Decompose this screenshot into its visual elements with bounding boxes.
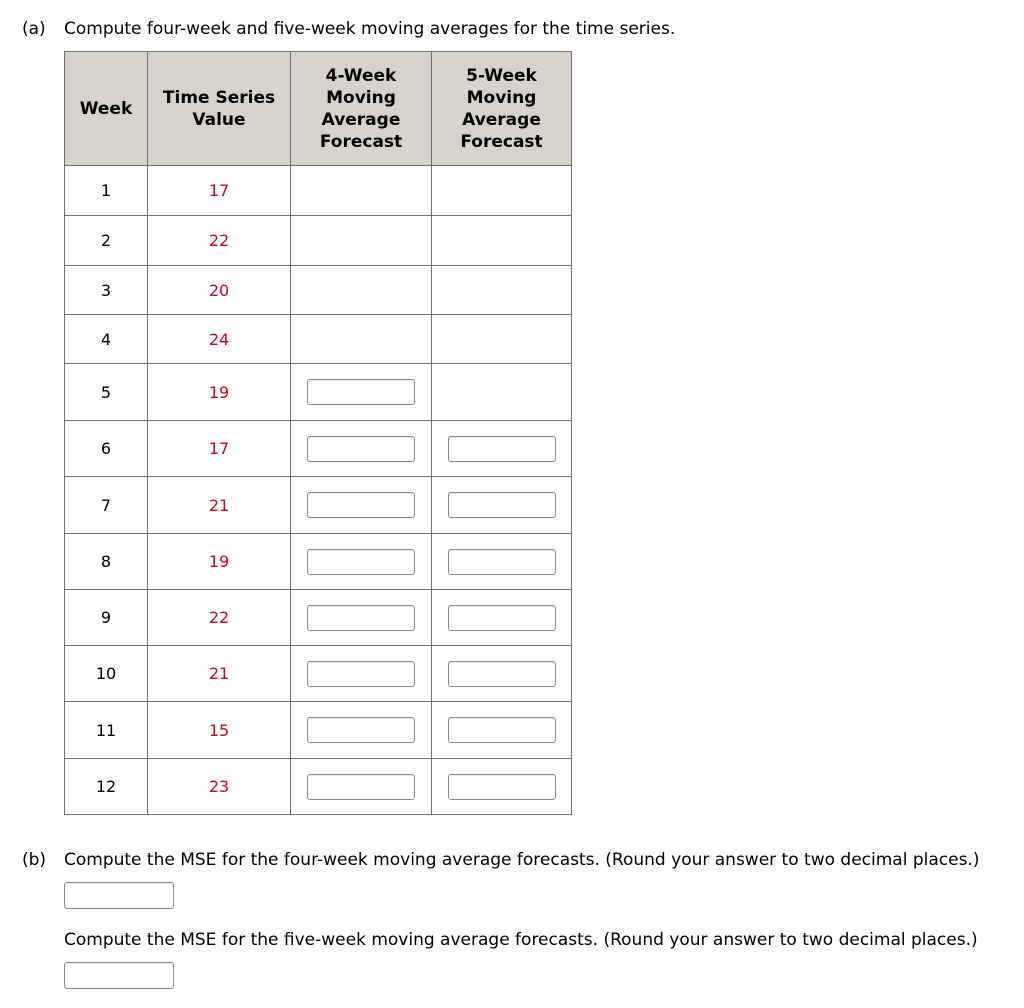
time-series-value-cell: 17 (148, 421, 291, 477)
table-row (65, 421, 572, 477)
five-week-forecast-input[interactable] (448, 661, 556, 687)
five-week-forecast-input[interactable] (448, 492, 556, 518)
time-series-value-cell: 24 (148, 315, 291, 364)
time-series-value-cell: 22 (148, 216, 291, 266)
week-cell: 5 (65, 364, 148, 421)
four-week-forecast-input[interactable] (307, 605, 415, 631)
table-row (65, 216, 572, 266)
week-cell: 11 (65, 702, 148, 759)
header-time-series-value: Time Series Value (148, 52, 291, 166)
five-week-forecast-cell (432, 315, 572, 364)
time-series-value-cell: 17 (148, 166, 291, 216)
table-row (65, 759, 572, 815)
five-week-forecast-cell (432, 477, 572, 534)
five-week-forecast-cell (432, 421, 572, 477)
four-week-forecast-cell (291, 216, 432, 266)
table-row (65, 534, 572, 590)
time-series-value-cell: 19 (148, 364, 291, 421)
five-week-forecast-cell (432, 646, 572, 702)
table-row (65, 590, 572, 646)
four-week-forecast-cell (291, 266, 432, 315)
four-week-forecast-cell (291, 166, 432, 216)
table-header-row (65, 52, 572, 166)
four-week-forecast-cell (291, 590, 432, 646)
time-series-value-cell: 21 (148, 646, 291, 702)
time-series-value-cell: 22 (148, 590, 291, 646)
table-row (65, 266, 572, 315)
time-series-value-cell: 21 (148, 477, 291, 534)
four-week-forecast-input[interactable] (307, 436, 415, 462)
four-week-forecast-cell (291, 315, 432, 364)
four-week-forecast-cell (291, 759, 432, 815)
moving-average-table (64, 51, 572, 815)
mse-four-week-input[interactable] (64, 882, 174, 909)
five-week-forecast-cell (432, 266, 572, 315)
table-row (65, 477, 572, 534)
week-cell: 1 (65, 166, 148, 216)
table-row (65, 315, 572, 364)
table-row (65, 166, 572, 216)
week-cell: 2 (65, 216, 148, 266)
week-cell: 7 (65, 477, 148, 534)
time-series-value-cell: 20 (148, 266, 291, 315)
four-week-forecast-cell (291, 364, 432, 421)
header-week: Week (65, 52, 148, 166)
part-a-question: Compute four-week and five-week moving averages for the time series. (64, 19, 676, 39)
five-week-forecast-input[interactable] (448, 774, 556, 800)
header-five-week-forecast: 5-Week Moving Average Forecast (432, 52, 572, 166)
part-b-question-five-week: Compute the MSE for the five-week moving average forecasts. (Round your answer to two decimal places.) (64, 930, 978, 950)
four-week-forecast-input[interactable] (307, 774, 415, 800)
four-week-forecast-input[interactable] (307, 379, 415, 405)
five-week-forecast-cell (432, 759, 572, 815)
four-week-forecast-input[interactable] (307, 492, 415, 518)
week-cell: 12 (65, 759, 148, 815)
five-week-forecast-cell (432, 534, 572, 590)
header-four-week-forecast: 4-Week Moving Average Forecast (291, 52, 432, 166)
four-week-forecast-cell (291, 702, 432, 759)
five-week-forecast-input[interactable] (448, 717, 556, 743)
four-week-forecast-input[interactable] (307, 717, 415, 743)
part-a-label: (a) (22, 19, 46, 39)
five-week-forecast-cell (432, 590, 572, 646)
five-week-forecast-cell (432, 364, 572, 421)
time-series-value-cell: 19 (148, 534, 291, 590)
table-row (65, 364, 572, 421)
week-cell: 9 (65, 590, 148, 646)
time-series-value-cell: 15 (148, 702, 291, 759)
five-week-forecast-input[interactable] (448, 605, 556, 631)
four-week-forecast-cell (291, 421, 432, 477)
table-body (65, 166, 572, 815)
five-week-forecast-cell (432, 702, 572, 759)
week-cell: 6 (65, 421, 148, 477)
four-week-forecast-input[interactable] (307, 549, 415, 575)
time-series-value-cell: 23 (148, 759, 291, 815)
mse-five-week-input[interactable] (64, 962, 174, 989)
five-week-forecast-cell (432, 166, 572, 216)
five-week-forecast-input[interactable] (448, 549, 556, 575)
week-cell: 10 (65, 646, 148, 702)
week-cell: 3 (65, 266, 148, 315)
table-row (65, 646, 572, 702)
five-week-forecast-input[interactable] (448, 436, 556, 462)
week-cell: 4 (65, 315, 148, 364)
part-b-question-four-week: Compute the MSE for the four-week moving average forecasts. (Round your answer to two decimal places.) (64, 850, 980, 870)
part-b-label: (b) (22, 850, 47, 870)
four-week-forecast-input[interactable] (307, 661, 415, 687)
table-row (65, 702, 572, 759)
five-week-forecast-cell (432, 216, 572, 266)
four-week-forecast-cell (291, 646, 432, 702)
four-week-forecast-cell (291, 534, 432, 590)
week-cell: 8 (65, 534, 148, 590)
four-week-forecast-cell (291, 477, 432, 534)
